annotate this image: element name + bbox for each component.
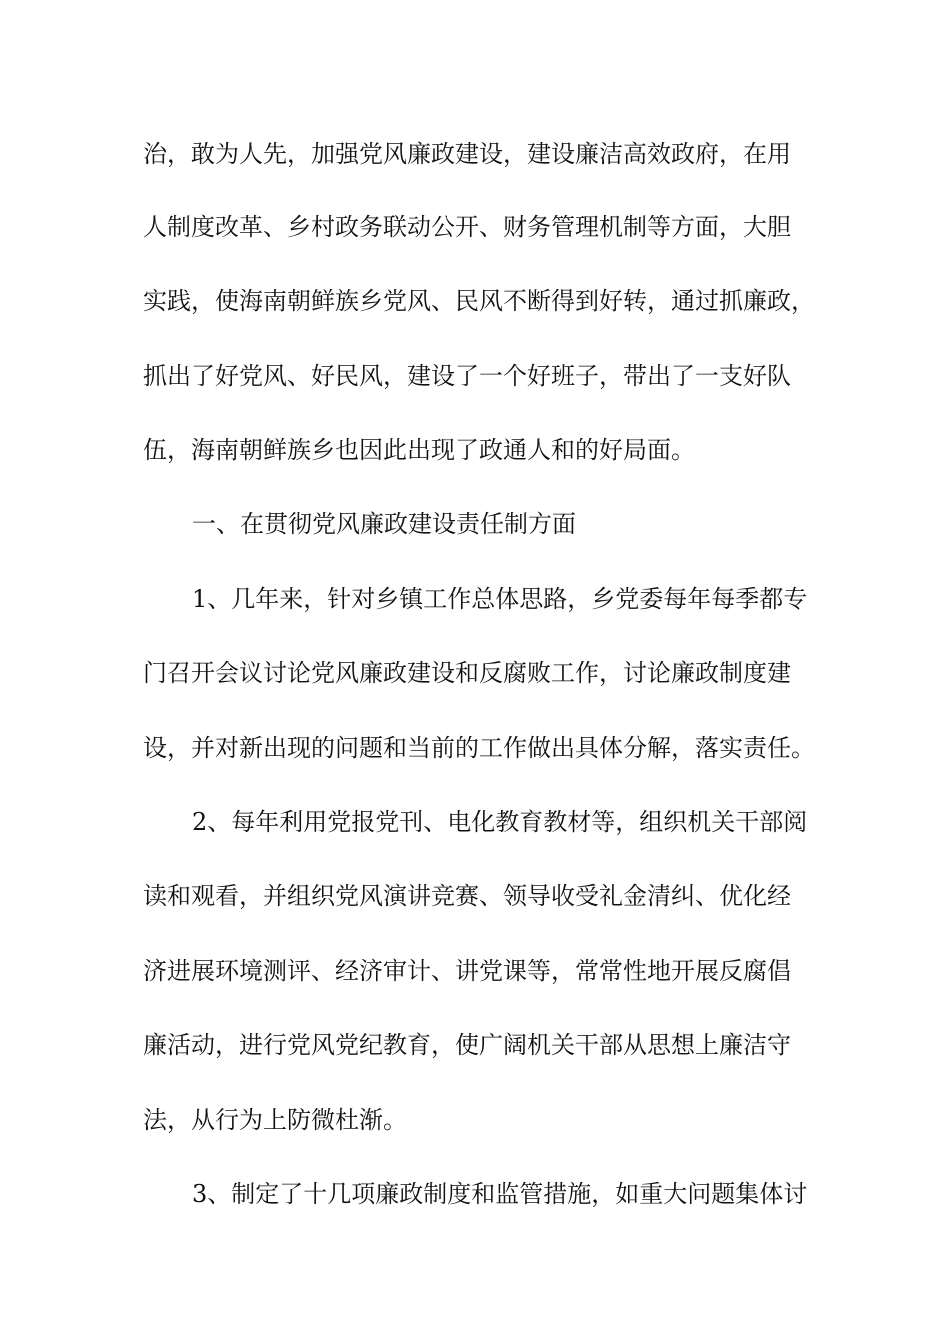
text-line: 廉活动，进行党风党纪教育，使广阔机关干部从思想上廉洁守 (143, 1031, 791, 1059)
text-line: 治，敢为人先，加强党风廉政建设，建设廉洁高效政府，在用 (143, 140, 791, 168)
paragraph-start: 3、制定了十几项廉政制度和监管措施，如重大问题集体讨 (192, 1180, 808, 1208)
text-line: 济进展环境测评、经济审计、讲党课等，常常性地开展反腐倡 (143, 957, 791, 985)
text-line: 法，从行为上防微杜渐。 (143, 1106, 407, 1134)
text-line: 读和观看，并组织党风演讲竞赛、领导收受礼金清纠、优化经 (143, 882, 791, 910)
text-line: 门召开会议讨论党风廉政建设和反腐败工作，讨论廉政制度建 (143, 659, 791, 687)
text-line: 实践，使海南朝鲜族乡党风、民风不断得到好转，通过抓廉政， (143, 287, 815, 315)
text-line: 设，并对新出现的问题和当前的工作做出具体分解，落实责任。 (143, 734, 815, 762)
paragraph-start: 2、每年利用党报党刊、电化教育教材等，组织机关干部阅 (192, 808, 808, 836)
text-line: 伍，海南朝鲜族乡也因此出现了政通人和的好局面。 (143, 436, 695, 464)
text-line: 抓出了好党风、好民风，建设了一个好班子，带出了一支好队 (143, 362, 791, 390)
paragraph-start: 1、几年来，针对乡镇工作总体思路，乡党委每年每季都专 (192, 585, 808, 613)
text-line: 人制度改革、乡村政务联动公开、财务管理机制等方面，大胆 (143, 213, 791, 241)
section-heading: 一、在贯彻党风廉政建设责任制方面 (192, 510, 576, 538)
